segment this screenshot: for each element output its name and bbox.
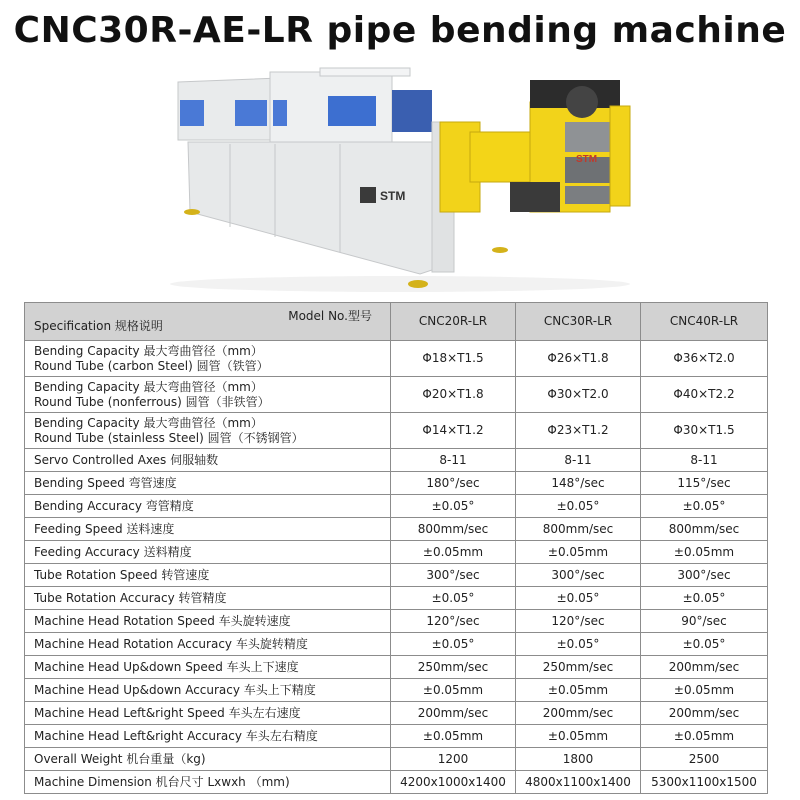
spec-label: Specification 规格说明 xyxy=(34,319,163,333)
spec-value-cell: Φ18×T1.5 xyxy=(391,341,516,377)
table-row xyxy=(25,564,768,587)
page-title: CNC30R-AE-LR pipe bending machine xyxy=(13,10,787,51)
spec-name-line: Tube Rotation Speed 转管速度 xyxy=(34,567,210,582)
spec-value-cell: Φ30×T1.5 xyxy=(641,413,768,449)
spec-name-cell xyxy=(25,341,391,377)
spec-value-cell: ±0.05° xyxy=(641,587,768,610)
spec-name-line: Machine Head Up&down Accuracy 车头上下精度 xyxy=(34,682,316,697)
spec-value-cell: 90°/sec xyxy=(641,610,768,633)
spec-name-cell xyxy=(25,541,391,564)
spec-value-cell: ±0.05mm xyxy=(641,541,768,564)
spec-name-line: Machine Head Rotation Accuracy 车头旋转精度 xyxy=(34,636,308,651)
spec-name-line: Feeding Speed 送料速度 xyxy=(34,521,175,536)
spec-name-line: Round Tube (stainless Steel) 圆管（不锈钢管） xyxy=(34,430,304,445)
spec-value-cell: ±0.05° xyxy=(516,587,641,610)
spec-value-cell: ±0.05mm xyxy=(641,679,768,702)
spec-name-cell xyxy=(25,656,391,679)
table-row xyxy=(25,633,768,656)
spec-value-cell: 8-11 xyxy=(641,449,768,472)
spec-value-cell: ±0.05° xyxy=(391,587,516,610)
spec-value-cell: 250mm/sec xyxy=(516,656,641,679)
spec-value-cell: 250mm/sec xyxy=(391,656,516,679)
spec-name-line: Machine Dimension 机台尺寸 Lxwxh （mm) xyxy=(34,774,290,789)
table-row xyxy=(25,341,768,377)
stm-logo: STM xyxy=(380,189,406,203)
spec-name-cell xyxy=(25,771,391,794)
spec-value-cell: 1800 xyxy=(516,748,641,771)
spec-value-cell: ±0.05mm xyxy=(391,679,516,702)
spec-value-cell: Φ26×T1.8 xyxy=(516,341,641,377)
spec-value-cell: 1200 xyxy=(391,748,516,771)
table-row xyxy=(25,725,768,748)
table-row xyxy=(25,495,768,518)
spec-name-line: Machine Head Left&right Speed 车头左右速度 xyxy=(34,705,301,720)
spec-name-cell xyxy=(25,725,391,748)
spec-name-cell xyxy=(25,633,391,656)
spec-value-cell: ±0.05° xyxy=(641,495,768,518)
spec-value-cell: Φ20×T1.8 xyxy=(391,377,516,413)
spec-value-cell: 200mm/sec xyxy=(641,702,768,725)
spec-value-cell: 148°/sec xyxy=(516,472,641,495)
spec-value-cell: 300°/sec xyxy=(641,564,768,587)
spec-name-cell xyxy=(25,679,391,702)
table-row xyxy=(25,472,768,495)
spec-name-line: Servo Controlled Axes 伺服轴数 xyxy=(34,452,219,467)
spec-value-cell: 180°/sec xyxy=(391,472,516,495)
spec-name-cell xyxy=(25,587,391,610)
spec-value-cell: 120°/sec xyxy=(391,610,516,633)
table-row xyxy=(25,771,768,794)
spec-value-cell: Φ36×T2.0 xyxy=(641,341,768,377)
spec-name-cell xyxy=(25,748,391,771)
spec-table-body xyxy=(25,303,768,794)
spec-name-line: Bending Capacity 最大弯曲管径（mm） xyxy=(34,343,263,358)
spec-value-cell: 115°/sec xyxy=(641,472,768,495)
spec-name-line: Bending Accuracy 弯管精度 xyxy=(34,498,194,513)
spec-value-cell: 4200x1000x1400 xyxy=(391,771,516,794)
spec-name-line: Bending Capacity 最大弯曲管径（mm） xyxy=(34,379,263,394)
spec-value-cell: ±0.05° xyxy=(516,495,641,518)
table-row xyxy=(25,541,768,564)
table-row xyxy=(25,518,768,541)
spec-value-cell: 800mm/sec xyxy=(391,518,516,541)
spec-value-cell: 200mm/sec xyxy=(641,656,768,679)
table-row xyxy=(25,656,768,679)
spec-name-line: Tube Rotation Accuracy 转管精度 xyxy=(34,590,227,605)
spec-name-line: Feeding Accuracy 送料精度 xyxy=(34,544,192,559)
spec-value-cell: 8-11 xyxy=(391,449,516,472)
spec-value-cell: ±0.05mm xyxy=(641,725,768,748)
spec-value-cell: ±0.05mm xyxy=(516,725,641,748)
table-row xyxy=(25,587,768,610)
spec-name-line: Overall Weight 机台重量（kg) xyxy=(34,751,206,766)
spec-value-cell: 300°/sec xyxy=(391,564,516,587)
table-row xyxy=(25,702,768,725)
spec-name-line: Machine Head Rotation Speed 车头旋转速度 xyxy=(34,613,291,628)
spec-name-line: Machine Head Up&down Speed 车头上下速度 xyxy=(34,659,299,674)
spec-value-cell: 8-11 xyxy=(516,449,641,472)
model-header: CNC20R-LR xyxy=(391,303,516,341)
spec-value-cell: 200mm/sec xyxy=(516,702,641,725)
spec-value-cell: Φ30×T2.0 xyxy=(516,377,641,413)
machine-photo xyxy=(170,62,640,297)
spec-value-cell: Φ14×T1.2 xyxy=(391,413,516,449)
table-row xyxy=(25,413,768,449)
spec-name-cell xyxy=(25,472,391,495)
spec-table xyxy=(24,302,768,794)
spec-name-line: Bending Speed 弯管速度 xyxy=(34,475,177,490)
spec-value-cell: 120°/sec xyxy=(516,610,641,633)
header-spec-cell xyxy=(25,303,391,341)
spec-value-cell: ±0.05° xyxy=(516,633,641,656)
spec-name-line: Round Tube (nonferrous) 圆管（非铁管） xyxy=(34,394,270,409)
spec-name-cell xyxy=(25,413,391,449)
table-row xyxy=(25,679,768,702)
spec-value-cell: 800mm/sec xyxy=(641,518,768,541)
spec-value-cell: 200mm/sec xyxy=(391,702,516,725)
spec-name-cell xyxy=(25,702,391,725)
spec-value-cell: ±0.05mm xyxy=(391,725,516,748)
spec-value-cell: 4800x1100x1400 xyxy=(516,771,641,794)
spec-name-cell xyxy=(25,449,391,472)
model-header: CNC30R-LR xyxy=(516,303,641,341)
spec-name-cell xyxy=(25,495,391,518)
spec-value-cell: 800mm/sec xyxy=(516,518,641,541)
spec-value-cell: ±0.05° xyxy=(391,495,516,518)
spec-name-cell xyxy=(25,518,391,541)
model-label: Model No.型号 xyxy=(288,309,372,323)
table-row xyxy=(25,748,768,771)
spec-value-cell: 2500 xyxy=(641,748,768,771)
spec-value-cell: ±0.05° xyxy=(641,633,768,656)
spec-name-cell xyxy=(25,377,391,413)
spec-value-cell: 300°/sec xyxy=(516,564,641,587)
spec-value-cell: Φ23×T1.2 xyxy=(516,413,641,449)
spec-value-cell: ±0.05mm xyxy=(391,541,516,564)
spec-value-cell: ±0.05mm xyxy=(516,679,641,702)
spec-value-cell: ±0.05mm xyxy=(516,541,641,564)
spec-name-line: Bending Capacity 最大弯曲管径（mm） xyxy=(34,415,263,430)
spec-value-cell: 5300x1100x1500 xyxy=(641,771,768,794)
table-row xyxy=(25,610,768,633)
spec-value-cell: ±0.05° xyxy=(391,633,516,656)
head-logo: STM xyxy=(576,154,598,165)
model-header: CNC40R-LR xyxy=(641,303,768,341)
table-header-row xyxy=(25,303,768,341)
table-row xyxy=(25,377,768,413)
spec-name-line: Machine Head Left&right Accuracy 车头左右精度 xyxy=(34,728,318,743)
spec-name-cell xyxy=(25,610,391,633)
table-row xyxy=(25,449,768,472)
spec-value-cell: Φ40×T2.2 xyxy=(641,377,768,413)
spec-name-cell xyxy=(25,564,391,587)
spec-name-line: Round Tube (carbon Steel) 圆管（铁管） xyxy=(34,358,269,373)
